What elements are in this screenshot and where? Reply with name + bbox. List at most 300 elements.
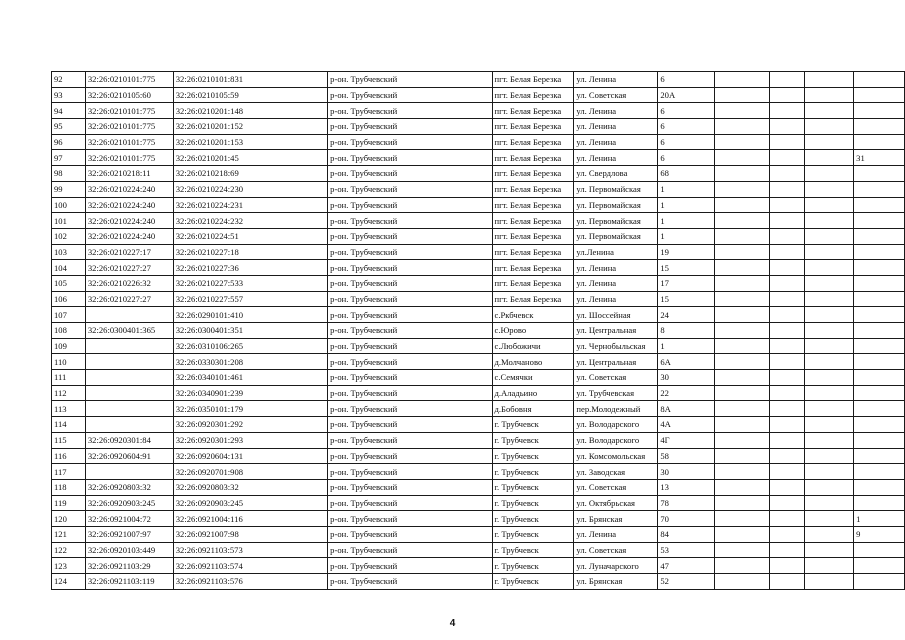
- house-number-cell: 6: [658, 150, 715, 166]
- extra-col-1-cell: [715, 213, 770, 229]
- district-cell: р-он. Трубчевский: [328, 323, 492, 339]
- settlement-cell: пгт. Белая Березка: [492, 197, 574, 213]
- cadastral-number-cell: 32:26:0350101:179: [173, 401, 327, 417]
- settlement-cell: г. Трубчевск: [492, 574, 574, 590]
- street-cell: ул. Центральная: [574, 323, 658, 339]
- cadastral-number-cell: 32:26:0210227:36: [173, 260, 327, 276]
- extra-col-2-cell: [769, 197, 804, 213]
- row-number-cell: 95: [52, 119, 86, 135]
- row-number-cell: 101: [52, 213, 86, 229]
- cadastral-number-parent-cell: [85, 417, 173, 433]
- cadastral-number-parent-cell: 32:26:0210224:240: [85, 228, 173, 244]
- house-number-cell: 6: [658, 103, 715, 119]
- cadastral-number-parent-cell: 32:26:0210105:60: [85, 87, 173, 103]
- street-cell: ул. Советская: [574, 479, 658, 495]
- district-cell: р-он. Трубчевский: [328, 244, 492, 260]
- house-number-cell: 15: [658, 291, 715, 307]
- extra-col-3-cell: [804, 338, 854, 354]
- extra-col-1-cell: [715, 134, 770, 150]
- extra-col-4-cell: [854, 558, 905, 574]
- house-number-cell: 19: [658, 244, 715, 260]
- street-cell: ул. Первомайская: [574, 181, 658, 197]
- district-cell: р-он. Трубчевский: [328, 495, 492, 511]
- table-row: [52, 213, 905, 229]
- district-cell: р-он. Трубчевский: [328, 338, 492, 354]
- extra-col-4-cell: [854, 542, 905, 558]
- extra-col-3-cell: [804, 275, 854, 291]
- table-row: [52, 448, 905, 464]
- cadastral-number-cell: 32:26:0210227:557: [173, 291, 327, 307]
- extra-col-1-cell: [715, 166, 770, 182]
- settlement-cell: пгт. Белая Березка: [492, 275, 574, 291]
- settlement-cell: д.Бобовня: [492, 401, 574, 417]
- extra-col-2-cell: [769, 181, 804, 197]
- cadastral-number-parent-cell: 32:26:0210101:775: [85, 72, 173, 88]
- table-row: [52, 385, 905, 401]
- table-row: [52, 87, 905, 103]
- table-row: [52, 260, 905, 276]
- cadastral-number-parent-cell: 32:26:0210224:240: [85, 197, 173, 213]
- settlement-cell: пгт. Белая Березка: [492, 181, 574, 197]
- extra-col-4-cell: [854, 354, 905, 370]
- district-cell: р-он. Трубчевский: [328, 479, 492, 495]
- extra-col-1-cell: [715, 448, 770, 464]
- extra-col-2-cell: [769, 213, 804, 229]
- page-number: 4: [449, 618, 456, 629]
- extra-col-2-cell: [769, 228, 804, 244]
- extra-col-2-cell: [769, 103, 804, 119]
- district-cell: р-он. Трубчевский: [328, 526, 492, 542]
- row-number-cell: 118: [52, 479, 86, 495]
- cadastral-number-cell: 32:26:0921103:576: [173, 574, 327, 590]
- street-cell: ул. Советская: [574, 370, 658, 386]
- extra-col-1-cell: [715, 72, 770, 88]
- cadastral-number-parent-cell: 32:26:0210227:17: [85, 244, 173, 260]
- settlement-cell: пгт. Белая Березка: [492, 260, 574, 276]
- cadastral-number-cell: 32:26:0920301:292: [173, 417, 327, 433]
- extra-col-1-cell: [715, 228, 770, 244]
- extra-col-2-cell: [769, 479, 804, 495]
- district-cell: р-он. Трубчевский: [328, 72, 492, 88]
- row-number-cell: 112: [52, 385, 86, 401]
- district-cell: р-он. Трубчевский: [328, 542, 492, 558]
- cadastral-number-parent-cell: 32:26:0920903:245: [85, 495, 173, 511]
- row-number-cell: 108: [52, 323, 86, 339]
- row-number-cell: 96: [52, 134, 86, 150]
- row-number-cell: 102: [52, 228, 86, 244]
- house-number-cell: 17: [658, 275, 715, 291]
- cadastral-number-cell: 32:26:0920604:131: [173, 448, 327, 464]
- settlement-cell: г. Трубчевск: [492, 432, 574, 448]
- extra-col-2-cell: [769, 275, 804, 291]
- street-cell: ул. Первомайская: [574, 197, 658, 213]
- extra-col-3-cell: [804, 495, 854, 511]
- cadastral-number-parent-cell: 32:26:0210224:240: [85, 213, 173, 229]
- extra-col-2-cell: [769, 526, 804, 542]
- cadastral-number-cell: 32:26:0920803:32: [173, 479, 327, 495]
- cadastral-number-cell: 32:26:0210227:18: [173, 244, 327, 260]
- table-row: [52, 542, 905, 558]
- street-cell: ул. Луначарского: [574, 558, 658, 574]
- house-number-cell: 68: [658, 166, 715, 182]
- table-row: [52, 228, 905, 244]
- extra-col-4-cell: [854, 323, 905, 339]
- extra-col-1-cell: [715, 479, 770, 495]
- street-cell: ул.Ленина: [574, 244, 658, 260]
- cadastral-number-cell: 32:26:0210201:153: [173, 134, 327, 150]
- extra-col-4-cell: [854, 166, 905, 182]
- extra-col-1-cell: [715, 323, 770, 339]
- extra-col-4-cell: [854, 87, 905, 103]
- row-number-cell: 119: [52, 495, 86, 511]
- cadastral-number-parent-cell: 32:26:0920803:32: [85, 479, 173, 495]
- extra-col-1-cell: [715, 432, 770, 448]
- settlement-cell: пгт. Белая Березка: [492, 150, 574, 166]
- extra-col-4-cell: [854, 134, 905, 150]
- cadastral-number-cell: 32:26:0920903:245: [173, 495, 327, 511]
- cadastral-number-parent-cell: 32:26:0210224:240: [85, 181, 173, 197]
- house-number-cell: 8: [658, 323, 715, 339]
- house-number-cell: 6: [658, 72, 715, 88]
- extra-col-4-cell: [854, 574, 905, 590]
- house-number-cell: 1: [658, 338, 715, 354]
- street-cell: ул. Шоссейная: [574, 307, 658, 323]
- extra-col-1-cell: [715, 495, 770, 511]
- settlement-cell: пгт. Белая Березка: [492, 228, 574, 244]
- street-cell: ул. Октябрьская: [574, 495, 658, 511]
- extra-col-1-cell: [715, 244, 770, 260]
- settlement-cell: с.Юрово: [492, 323, 574, 339]
- house-number-cell: 30: [658, 370, 715, 386]
- extra-col-3-cell: [804, 401, 854, 417]
- extra-col-2-cell: [769, 464, 804, 480]
- extra-col-1-cell: [715, 181, 770, 197]
- extra-col-3-cell: [804, 228, 854, 244]
- extra-col-3-cell: [804, 464, 854, 480]
- extra-col-1-cell: [715, 338, 770, 354]
- cadastral-number-cell: 32:26:0210227:533: [173, 275, 327, 291]
- row-number-cell: 93: [52, 87, 86, 103]
- settlement-cell: г. Трубчевск: [492, 558, 574, 574]
- extra-col-1-cell: [715, 275, 770, 291]
- table-row: [52, 370, 905, 386]
- district-cell: р-он. Трубчевский: [328, 401, 492, 417]
- cadastral-number-cell: 32:26:0210218:69: [173, 166, 327, 182]
- house-number-cell: 1: [658, 213, 715, 229]
- cadastral-number-cell: 32:26:0921007:98: [173, 526, 327, 542]
- extra-col-2-cell: [769, 370, 804, 386]
- row-number-cell: 103: [52, 244, 86, 260]
- extra-col-4-cell: [854, 464, 905, 480]
- street-cell: ул. Советская: [574, 542, 658, 558]
- row-number-cell: 99: [52, 181, 86, 197]
- extra-col-2-cell: [769, 87, 804, 103]
- extra-col-4-cell: [854, 244, 905, 260]
- table-row: [52, 338, 905, 354]
- cadastral-number-cell: 32:26:0210201:152: [173, 119, 327, 135]
- district-cell: р-он. Трубчевский: [328, 150, 492, 166]
- extra-col-1-cell: [715, 542, 770, 558]
- cadastral-number-cell: 32:26:0330301:208: [173, 354, 327, 370]
- district-cell: р-он. Трубчевский: [328, 370, 492, 386]
- extra-col-1-cell: [715, 417, 770, 433]
- extra-col-3-cell: [804, 213, 854, 229]
- extra-col-2-cell: [769, 385, 804, 401]
- table-body: [52, 72, 905, 590]
- extra-col-4-cell: [854, 448, 905, 464]
- settlement-cell: пгт. Белая Березка: [492, 103, 574, 119]
- settlement-cell: с.Семячки: [492, 370, 574, 386]
- extra-col-4-cell: [854, 432, 905, 448]
- cadastral-number-parent-cell: [85, 370, 173, 386]
- extra-col-4-cell: [854, 213, 905, 229]
- table-row: [52, 495, 905, 511]
- cadastral-number-parent-cell: 32:26:0921007:97: [85, 526, 173, 542]
- cadastral-number-cell: 32:26:0921103:573: [173, 542, 327, 558]
- cadastral-number-cell: 32:26:0921004:116: [173, 511, 327, 527]
- street-cell: ул. Брянская: [574, 511, 658, 527]
- extra-col-2-cell: [769, 338, 804, 354]
- street-cell: ул. Комсомольская: [574, 448, 658, 464]
- extra-col-3-cell: [804, 558, 854, 574]
- row-number-cell: 100: [52, 197, 86, 213]
- cadastral-number-parent-cell: [85, 354, 173, 370]
- extra-col-3-cell: [804, 511, 854, 527]
- cadastral-number-cell: 32:26:0920301:293: [173, 432, 327, 448]
- extra-col-1-cell: [715, 291, 770, 307]
- house-number-cell: 78: [658, 495, 715, 511]
- house-number-cell: 24: [658, 307, 715, 323]
- cadastral-number-parent-cell: [85, 385, 173, 401]
- extra-col-1-cell: [715, 511, 770, 527]
- street-cell: ул. Первомайская: [574, 213, 658, 229]
- street-cell: ул. Ленина: [574, 260, 658, 276]
- cadastral-number-cell: 32:26:0920701:908: [173, 464, 327, 480]
- table-row: [52, 119, 905, 135]
- settlement-cell: г. Трубчевск: [492, 417, 574, 433]
- settlement-cell: г. Трубчевск: [492, 479, 574, 495]
- district-cell: р-он. Трубчевский: [328, 213, 492, 229]
- district-cell: р-он. Трубчевский: [328, 558, 492, 574]
- cadastral-number-cell: 32:26:0310106:265: [173, 338, 327, 354]
- extra-col-2-cell: [769, 432, 804, 448]
- extra-col-3-cell: [804, 119, 854, 135]
- settlement-cell: с.Любожичи: [492, 338, 574, 354]
- extra-col-4-cell: [854, 338, 905, 354]
- street-cell: ул. Володарского: [574, 432, 658, 448]
- extra-col-2-cell: [769, 244, 804, 260]
- street-cell: ул. Свердлова: [574, 166, 658, 182]
- settlement-cell: пгт. Белая Березка: [492, 87, 574, 103]
- district-cell: р-он. Трубчевский: [328, 511, 492, 527]
- extra-col-4-cell: [854, 119, 905, 135]
- extra-col-2-cell: [769, 72, 804, 88]
- extra-col-4-cell: [854, 275, 905, 291]
- house-number-cell: 8А: [658, 401, 715, 417]
- table-row: [52, 307, 905, 323]
- row-number-cell: 114: [52, 417, 86, 433]
- house-number-cell: 70: [658, 511, 715, 527]
- house-number-cell: 4Г: [658, 432, 715, 448]
- property-table: [51, 71, 905, 590]
- row-number-cell: 115: [52, 432, 86, 448]
- house-number-cell: 84: [658, 526, 715, 542]
- settlement-cell: пгт. Белая Березка: [492, 72, 574, 88]
- extra-col-3-cell: [804, 432, 854, 448]
- extra-col-4-cell: [854, 385, 905, 401]
- cadastral-number-cell: 32:26:0210101:831: [173, 72, 327, 88]
- row-number-cell: 123: [52, 558, 86, 574]
- extra-col-2-cell: [769, 307, 804, 323]
- extra-col-2-cell: [769, 354, 804, 370]
- cadastral-number-cell: 32:26:0210224:230: [173, 181, 327, 197]
- extra-col-2-cell: [769, 119, 804, 135]
- extra-col-4-cell: [854, 479, 905, 495]
- cadastral-number-cell: 32:26:0340901:239: [173, 385, 327, 401]
- district-cell: р-он. Трубчевский: [328, 385, 492, 401]
- district-cell: р-он. Трубчевский: [328, 275, 492, 291]
- house-number-cell: 58: [658, 448, 715, 464]
- cadastral-number-cell: 32:26:0210224:231: [173, 197, 327, 213]
- row-number-cell: 107: [52, 307, 86, 323]
- extra-col-4-cell: [854, 417, 905, 433]
- district-cell: р-он. Трубчевский: [328, 166, 492, 182]
- cadastral-number-parent-cell: 32:26:0210227:27: [85, 291, 173, 307]
- house-number-cell: 52: [658, 574, 715, 590]
- table-row: [52, 275, 905, 291]
- extra-col-3-cell: [804, 87, 854, 103]
- cadastral-number-cell: 32:26:0300401:351: [173, 323, 327, 339]
- street-cell: ул. Первомайская: [574, 228, 658, 244]
- street-cell: ул. Ленина: [574, 103, 658, 119]
- street-cell: ул. Ленина: [574, 150, 658, 166]
- extra-col-4-cell: [854, 370, 905, 386]
- extra-col-2-cell: [769, 495, 804, 511]
- settlement-cell: пгт. Белая Березка: [492, 134, 574, 150]
- extra-col-2-cell: [769, 323, 804, 339]
- extra-col-3-cell: [804, 166, 854, 182]
- cadastral-number-parent-cell: 32:26:0920103:449: [85, 542, 173, 558]
- row-number-cell: 111: [52, 370, 86, 386]
- cadastral-number-cell: 32:26:0210224:51: [173, 228, 327, 244]
- table-row: [52, 401, 905, 417]
- settlement-cell: пгт. Белая Березка: [492, 119, 574, 135]
- extra-col-4-cell: [854, 197, 905, 213]
- extra-col-1-cell: [715, 307, 770, 323]
- street-cell: ул. Ленина: [574, 275, 658, 291]
- extra-col-3-cell: [804, 291, 854, 307]
- district-cell: р-он. Трубчевский: [328, 417, 492, 433]
- table-row: [52, 72, 905, 88]
- table-row: [52, 197, 905, 213]
- extra-col-3-cell: [804, 103, 854, 119]
- house-number-cell: 6А: [658, 354, 715, 370]
- cadastral-number-parent-cell: 32:26:0210101:775: [85, 103, 173, 119]
- extra-col-3-cell: [804, 479, 854, 495]
- cadastral-number-parent-cell: 32:26:0210101:775: [85, 119, 173, 135]
- extra-col-4-cell: [854, 495, 905, 511]
- extra-col-4-cell: [854, 228, 905, 244]
- settlement-cell: г. Трубчевск: [492, 464, 574, 480]
- cadastral-number-parent-cell: 32:26:0300401:365: [85, 323, 173, 339]
- extra-col-1-cell: [715, 103, 770, 119]
- cadastral-number-parent-cell: 32:26:0920301:84: [85, 432, 173, 448]
- extra-col-4-cell: [854, 291, 905, 307]
- extra-col-1-cell: [715, 150, 770, 166]
- street-cell: ул. Ленина: [574, 72, 658, 88]
- extra-col-2-cell: [769, 150, 804, 166]
- house-number-cell: 13: [658, 479, 715, 495]
- extra-col-1-cell: [715, 197, 770, 213]
- district-cell: р-он. Трубчевский: [328, 448, 492, 464]
- street-cell: ул. Брянская: [574, 574, 658, 590]
- extra-col-3-cell: [804, 72, 854, 88]
- extra-col-1-cell: [715, 354, 770, 370]
- row-number-cell: 106: [52, 291, 86, 307]
- extra-col-3-cell: [804, 370, 854, 386]
- settlement-cell: г. Трубчевск: [492, 542, 574, 558]
- settlement-cell: пгт. Белая Березка: [492, 291, 574, 307]
- street-cell: ул. Заводская: [574, 464, 658, 480]
- settlement-cell: г. Трубчевск: [492, 526, 574, 542]
- street-cell: ул. Ленина: [574, 291, 658, 307]
- street-cell: ул. Чернобыльская: [574, 338, 658, 354]
- cadastral-number-parent-cell: 32:26:0210101:775: [85, 134, 173, 150]
- street-cell: ул. Центральная: [574, 354, 658, 370]
- cadastral-number-parent-cell: [85, 464, 173, 480]
- table-row: [52, 103, 905, 119]
- cadastral-number-cell: 32:26:0210201:45: [173, 150, 327, 166]
- district-cell: р-он. Трубчевский: [328, 307, 492, 323]
- house-number-cell: 1: [658, 197, 715, 213]
- district-cell: р-он. Трубчевский: [328, 87, 492, 103]
- settlement-cell: пгт. Белая Березка: [492, 166, 574, 182]
- house-number-cell: 22: [658, 385, 715, 401]
- row-number-cell: 109: [52, 338, 86, 354]
- settlement-cell: г. Трубчевск: [492, 448, 574, 464]
- table-row: [52, 291, 905, 307]
- house-number-cell: 6: [658, 134, 715, 150]
- extra-col-2-cell: [769, 417, 804, 433]
- extra-col-4-cell: [854, 72, 905, 88]
- settlement-cell: пгт. Белая Березка: [492, 213, 574, 229]
- row-number-cell: 121: [52, 526, 86, 542]
- table-row: [52, 323, 905, 339]
- house-number-cell: 20А: [658, 87, 715, 103]
- extra-col-3-cell: [804, 150, 854, 166]
- extra-col-2-cell: [769, 558, 804, 574]
- settlement-cell: пгт. Белая Березка: [492, 244, 574, 260]
- extra-col-2-cell: [769, 401, 804, 417]
- extra-col-3-cell: [804, 181, 854, 197]
- cadastral-number-parent-cell: 32:26:0921103:119: [85, 574, 173, 590]
- extra-col-1-cell: [715, 574, 770, 590]
- extra-col-4-cell: 9: [854, 526, 905, 542]
- extra-col-1-cell: [715, 464, 770, 480]
- district-cell: р-он. Трубчевский: [328, 134, 492, 150]
- table-row: [52, 526, 905, 542]
- district-cell: р-он. Трубчевский: [328, 574, 492, 590]
- district-cell: р-он. Трубчевский: [328, 464, 492, 480]
- cadastral-number-parent-cell: 32:26:0921103:29: [85, 558, 173, 574]
- extra-col-4-cell: [854, 260, 905, 276]
- cadastral-number-parent-cell: 32:26:0210227:27: [85, 260, 173, 276]
- street-cell: ул. Советская: [574, 87, 658, 103]
- extra-col-3-cell: [804, 323, 854, 339]
- extra-col-2-cell: [769, 542, 804, 558]
- extra-col-4-cell: [854, 307, 905, 323]
- extra-col-2-cell: [769, 448, 804, 464]
